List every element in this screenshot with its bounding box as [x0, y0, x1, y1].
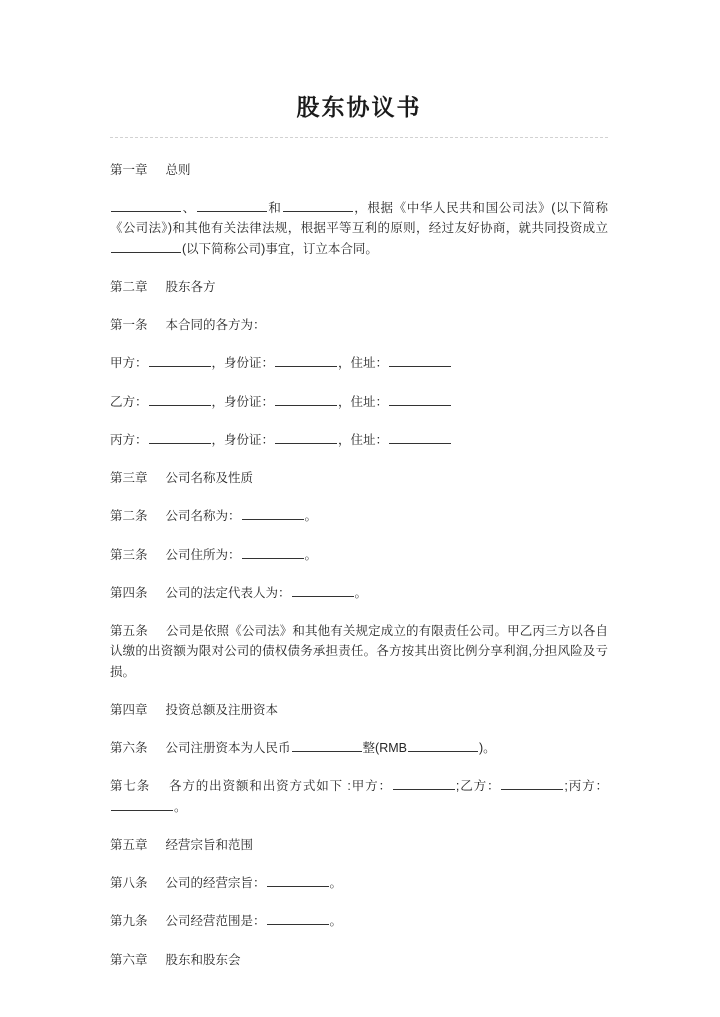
party-b-line [110, 392, 608, 412]
article-8-text-4: 。 [329, 876, 343, 890]
article-6 [110, 738, 608, 758]
article-3-text-0: 第三条 [110, 547, 148, 562]
article-9-text-2: 公司经营范围是： [165, 914, 266, 929]
article-4-text-4: 。 [354, 585, 368, 600]
article-3-text-4: 。 [304, 547, 318, 562]
fill-in-blank[interactable] [275, 354, 337, 367]
article-5-text-0: 第五条 [110, 624, 148, 638]
chapter-1 [110, 160, 608, 180]
chapter-6-label: 第六章 [110, 952, 148, 967]
article-5-text-2: 公司是依照《公司法》和其他有关规定成立的有限责任公司。甲乙丙三方以各自认缴的出资额为限对公司的债权债务承担责任。各方按其出资比例分享利润,分担风险及亏损。 [110, 624, 608, 679]
party-c-line-text-2: ，身份证： [211, 432, 275, 447]
article-8-text-2: 公司的经营宗旨： [165, 876, 266, 890]
document-content [110, 0, 608, 988]
fill-in-blank[interactable] [242, 507, 304, 520]
party-c-line-text-0: 丙方： [110, 432, 148, 447]
fill-in-blank[interactable] [197, 199, 267, 212]
fill-in-blank[interactable] [111, 240, 181, 253]
party-a-line-text-0: 甲方： [110, 356, 148, 371]
party-a-line [110, 353, 608, 373]
preamble-paragraph-text-1: 、 [182, 201, 196, 215]
article-6-text-0: 第六条 [110, 741, 148, 755]
fill-in-blank[interactable] [111, 199, 181, 212]
article-1-label: 第一条 [110, 318, 148, 332]
fill-in-blank[interactable] [393, 777, 455, 790]
chapter-6 [110, 950, 608, 970]
fill-in-blank[interactable] [283, 199, 353, 212]
chapter-2 [110, 277, 608, 297]
article-6-text-2: 公司注册资本为人民币 [165, 741, 291, 755]
article-7-text-0: 第七条 [110, 779, 151, 794]
chapter-2-text: 股东各方 [165, 279, 216, 294]
fill-in-blank[interactable] [292, 584, 354, 597]
article-2-text-4: 。 [304, 509, 318, 524]
party-b-line-text-0: 乙方： [110, 394, 148, 409]
article-5 [110, 621, 608, 682]
chapter-5-text: 经营宗旨和范围 [165, 837, 254, 852]
article-3-text-2: 公司住所为： [165, 547, 241, 562]
party-a-line-text-4: ，住址： [338, 356, 389, 371]
party-a-line-text-2: ，身份证： [211, 356, 275, 371]
fill-in-blank[interactable] [149, 393, 211, 406]
preamble-paragraph [110, 198, 608, 259]
article-8 [110, 873, 608, 893]
fill-in-blank[interactable] [501, 777, 563, 790]
fill-in-blank[interactable] [267, 874, 329, 887]
party-c-line [110, 430, 608, 450]
fill-in-blank[interactable] [389, 431, 451, 444]
article-8-text-0: 第八条 [110, 876, 148, 890]
document-body [110, 160, 608, 970]
party-c-line-text-4: ，住址： [338, 432, 389, 447]
fill-in-blank[interactable] [267, 912, 329, 925]
fill-in-blank[interactable] [149, 354, 211, 367]
fill-in-blank[interactable] [242, 546, 304, 559]
article-2 [110, 506, 608, 526]
preamble-paragraph-text-7: (以下简称公司)事宜，订立本合同。 [182, 241, 378, 256]
article-2-text-0: 第二条 [110, 509, 148, 524]
fill-in-blank[interactable] [408, 739, 478, 752]
fill-in-blank[interactable] [275, 431, 337, 444]
fill-in-blank[interactable] [389, 393, 451, 406]
chapter-6-text: 股东和股东会 [165, 952, 241, 967]
fill-in-blank[interactable] [275, 393, 337, 406]
chapter-2-label: 第二章 [110, 279, 148, 294]
article-6-text-4: 整(RMB [362, 741, 407, 755]
chapter-3-label: 第三章 [110, 471, 148, 485]
fill-in-blank[interactable] [149, 431, 211, 444]
article-7-text-2: 各方的出资额和出资方式如下 :甲方： [168, 779, 392, 794]
chapter-1-label: 第一章 [110, 162, 148, 177]
fill-in-blank[interactable] [292, 739, 362, 752]
page-title: 股东协议书 [296, 95, 422, 120]
article-7-text-6: ;丙方： [564, 779, 608, 794]
chapter-5 [110, 835, 608, 855]
article-9 [110, 911, 608, 931]
article-1-text: 本合同的各方为： [165, 318, 266, 332]
party-b-line-text-2: ，身份证： [211, 394, 275, 409]
chapter-3 [110, 468, 608, 488]
chapter-4-text: 投资总额及注册资本 [165, 702, 279, 717]
article-6-text-6: )。 [478, 741, 496, 755]
article-7-text-4: ;乙方： [455, 779, 501, 794]
fill-in-blank[interactable] [389, 354, 451, 367]
preamble-paragraph-text-3: 和 [267, 201, 282, 215]
article-4-text-0: 第四条 [110, 585, 148, 600]
chapter-1-text: 总则 [165, 162, 191, 177]
article-3 [110, 545, 608, 565]
preamble-paragraph-text-5: ，根据《中华人民共和国公司法》(以下简称《公司法》)和其他有关法律法规，根据平等互利的原则，经过友好协商，就共同投资成立 [110, 201, 608, 236]
article-7-text-8: 。 [174, 799, 187, 814]
chapter-4-label: 第四章 [110, 702, 148, 717]
party-b-line-text-4: ，住址： [338, 394, 389, 409]
article-7 [110, 776, 608, 817]
article-4-text-2: 公司的法定代表人为： [165, 585, 291, 600]
article-4 [110, 583, 608, 603]
article-1 [110, 315, 608, 335]
chapter-5-label: 第五章 [110, 837, 148, 852]
title-divider [110, 137, 608, 138]
article-2-text-2: 公司名称为： [165, 509, 241, 524]
chapter-4 [110, 700, 608, 720]
article-9-text-4: 。 [329, 914, 343, 929]
fill-in-blank[interactable] [111, 798, 173, 811]
article-9-text-0: 第九条 [110, 914, 148, 929]
chapter-3-text: 公司名称及性质 [165, 471, 254, 485]
